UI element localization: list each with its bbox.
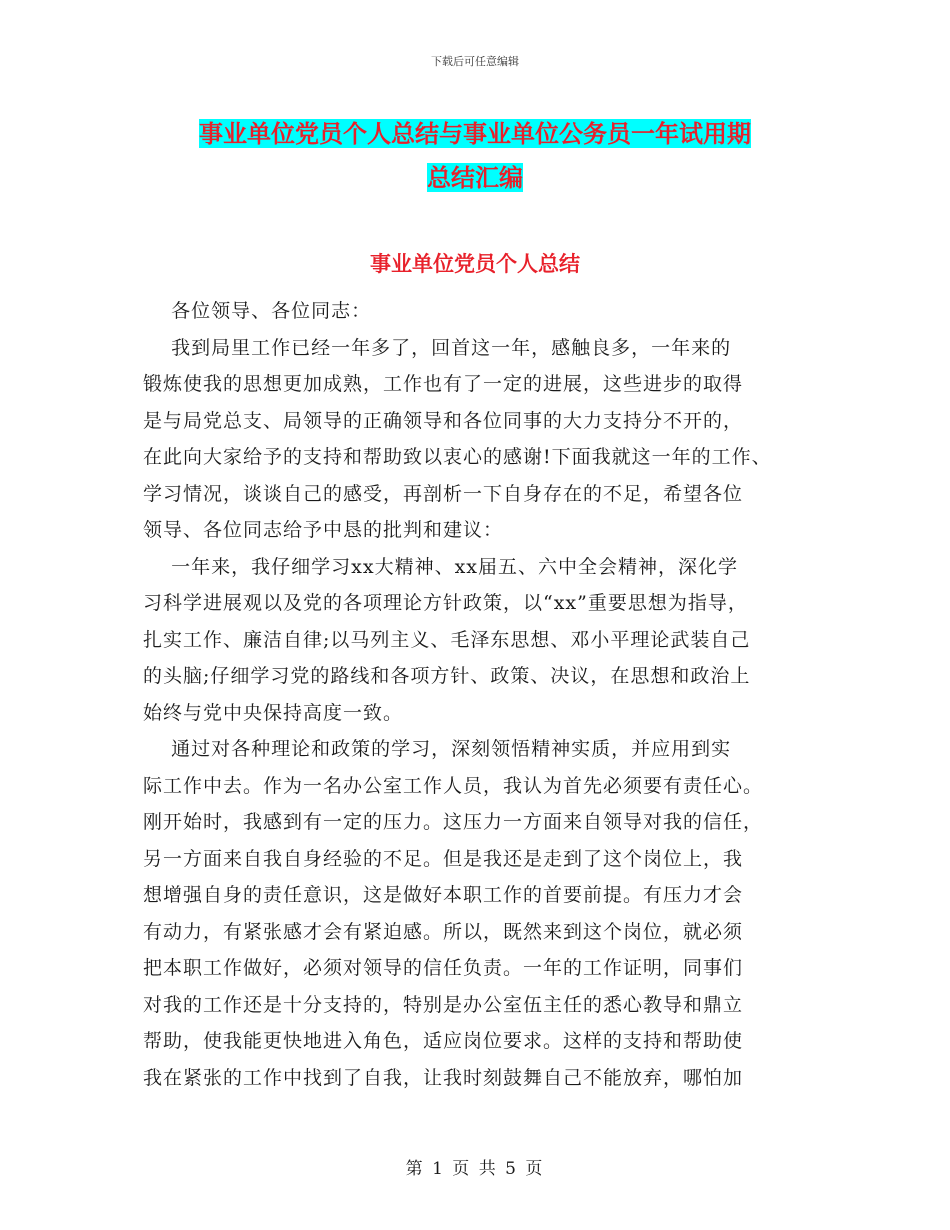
body-line: 领导、各位同志给予中恳的批判和建议： bbox=[143, 519, 504, 541]
body-line: 有动力，有紧张感才会有紧迫感。所以，既然来到这个岗位，就必须 bbox=[143, 920, 744, 943]
body-line: 一年来，我仔细学习xx大精神、xx届五、六中全会精神，深化学 bbox=[143, 555, 739, 578]
body-line: 在此向大家给予的支持和帮助致以衷心的感谢!下面我就这一年的工作、 bbox=[143, 446, 772, 468]
body-line: 我在紧张的工作中找到了自我，让我时刻鼓舞自己不能放弃，哪怕加 bbox=[143, 1066, 744, 1089]
body-line: 各位领导、各位同志： bbox=[143, 300, 372, 322]
document-title-line-2: 总结汇编 bbox=[427, 163, 523, 192]
body-line: 通过对各种理论和政策的学习，深刻领悟精神实质，并应用到实 bbox=[143, 738, 732, 760]
body-line: 把本职工作做好，必须对领导的信任负责。一年的工作证明，同事们 bbox=[143, 957, 744, 979]
body-line: 想增强自身的责任意识，这是做好本职工作的首要前提。有压力才会 bbox=[143, 884, 744, 906]
body-line: 刚开始时，我感到有一定的压力。这压力一方面来自领导对我的信任， bbox=[143, 811, 764, 833]
body-line: 对我的工作还是十分支持的，特别是办公室伍主任的悉心教导和鼎立 bbox=[143, 993, 744, 1016]
body-line: 另一方面来自我自身经验的不足。但是我还是走到了这个岗位上，我 bbox=[143, 847, 744, 870]
body-text bbox=[143, 293, 823, 1096]
body-line: 是与局党总支、局领导的正确领导和各位同事的大力支持分不开的， bbox=[143, 409, 744, 432]
document-title bbox=[0, 112, 950, 200]
header-note: 下载后可任意编辑 bbox=[431, 55, 519, 68]
body-line: 始终与党中央保持高度一致。 bbox=[143, 701, 404, 724]
body-line: 的头脑;仔细学习党的路线和各项方针、政策、决议，在思想和政治上 bbox=[143, 665, 751, 687]
section-title: 事业单位党员个人总结 bbox=[370, 251, 580, 276]
page-number-footer: 第 1 页 共 5 页 bbox=[405, 1159, 545, 1179]
body-line: 我到局里工作已经一年多了，回首这一年，感触良多，一年来的 bbox=[143, 336, 732, 359]
body-line: 学习情况，谈谈自己的感受，再剖析一下自身存在的不足，希望各位 bbox=[143, 482, 744, 505]
document-title-line-1: 事业单位党员个人总结与事业单位公务员一年试用期 bbox=[199, 119, 751, 148]
body-line: 习科学进展观以及党的各项理论方针政策，以“xx”重要思想为指导， bbox=[143, 592, 748, 614]
body-line: 扎实工作、廉洁自律;以马列主义、毛泽东思想、邓小平理论武装自己 bbox=[143, 628, 751, 651]
body-line: 锻炼使我的思想更加成熟，工作也有了一定的进展，这些进步的取得 bbox=[143, 373, 744, 395]
body-line: 际工作中去。作为一名办公室工作人员，我认为首先必须要有责任心。 bbox=[143, 774, 764, 797]
body-line: 帮助，使我能更快地进入角色，适应岗位要求。这样的支持和帮助使 bbox=[143, 1030, 744, 1052]
